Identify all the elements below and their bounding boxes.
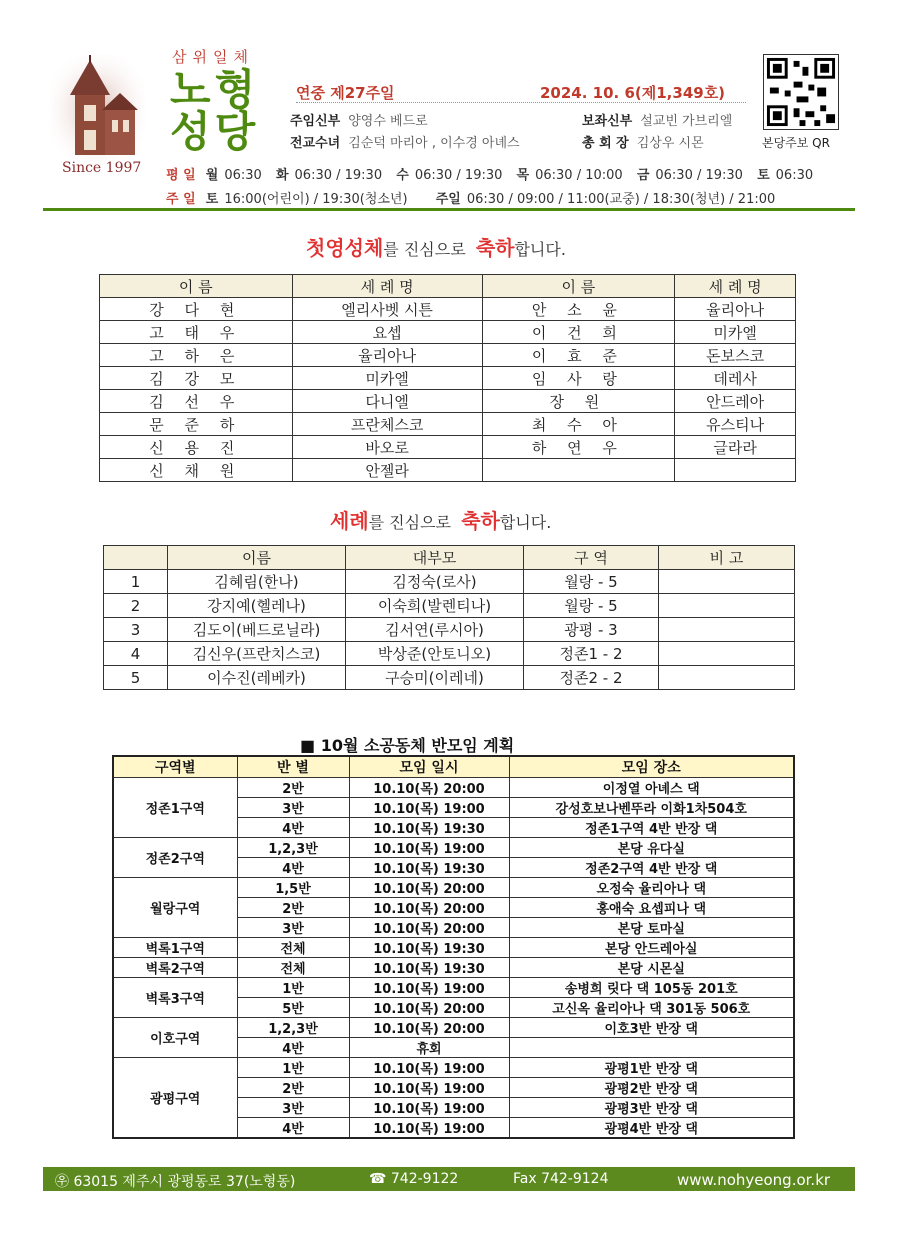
sat-time: 16:00(어린이) / 19:30(청소년) xyxy=(224,192,408,207)
zone-cell: 벽록3구역 xyxy=(113,978,237,1018)
footer-website-link[interactable]: www.nohyeong.or.kr xyxy=(677,1171,831,1189)
table-row xyxy=(104,570,795,594)
location-cell: 이정열 아녜스 댁 xyxy=(509,778,794,798)
datetime-cell: 10.10(목) 20:00 xyxy=(349,778,509,798)
column-header: 세 례 명 xyxy=(292,275,482,298)
group-cell: 1반 xyxy=(237,978,349,998)
datetime-cell: 10.10(목) 19:00 xyxy=(349,1058,509,1078)
column-header: 대부모 xyxy=(346,546,524,570)
group-cell: 3반 xyxy=(237,1098,349,1118)
table-row xyxy=(100,321,796,344)
baptismal-name-cell: 유스티나 xyxy=(675,413,796,436)
zone-cell: 정존2구역 xyxy=(113,838,237,878)
assistant-label: 보좌신부 xyxy=(582,114,633,129)
group-cell: 전체 xyxy=(237,958,349,978)
group-cell: 2반 xyxy=(237,898,349,918)
group-cell: 4반 xyxy=(237,818,349,838)
name-cell: 신 용 진 xyxy=(100,436,293,459)
table-row xyxy=(113,1018,794,1038)
table-row xyxy=(113,778,794,798)
baptismal-name-cell: 요셉 xyxy=(292,321,482,344)
column-header: 이 름 xyxy=(482,275,675,298)
name-cell: 이 건 희 xyxy=(482,321,675,344)
weekday-schedule xyxy=(166,164,813,183)
church-illustration xyxy=(50,55,145,165)
location-cell: 광평2반 반장 댁 xyxy=(509,1078,794,1098)
trinity-label: 삼위일체 xyxy=(172,48,254,66)
group-cell: 4반 xyxy=(237,1118,349,1139)
baptismal-name-cell: 안젤라 xyxy=(292,459,482,482)
bulletin-date: 2024. 10. 6(제1,349호) xyxy=(540,84,726,102)
name-cell: 장 원 xyxy=(482,390,675,413)
table-cell: 1 xyxy=(104,570,168,594)
table-row xyxy=(113,878,794,898)
group-cell: 1,2,3반 xyxy=(237,1018,349,1038)
baptismal-name-cell: 안드레아 xyxy=(675,390,796,413)
zone-cell: 벽록1구역 xyxy=(113,938,237,958)
column-header: 반 별 xyxy=(237,756,349,778)
group-cell: 1반 xyxy=(237,1058,349,1078)
baptismal-name-cell: 미카엘 xyxy=(675,321,796,344)
datetime-cell: 10.10(목) 19:30 xyxy=(349,958,509,978)
liturgical-week: 연중 제27주일 xyxy=(296,84,395,102)
location-cell: 본당 유다실 xyxy=(509,838,794,858)
datetime-cell: 10.10(목) 20:00 xyxy=(349,1018,509,1038)
table-cell: 구승미(이레네) xyxy=(346,666,524,690)
location-cell: 정존2구역 4반 반장 댁 xyxy=(509,858,794,878)
baptismal-name-cell: 다니엘 xyxy=(292,390,482,413)
sun-time: 06:30 / 09:00 / 11:00(교중) / 18:30(청년) / 21:00 xyxy=(466,192,776,207)
table-cell xyxy=(659,666,795,690)
location-cell: 광평1반 반장 댁 xyxy=(509,1058,794,1078)
datetime-cell: 휴회 xyxy=(349,1038,509,1058)
footer-bar xyxy=(43,1167,855,1191)
logo-line1: 노형 xyxy=(170,65,260,114)
datetime-cell: 10.10(목) 20:00 xyxy=(349,918,509,938)
table-cell: 광평 - 3 xyxy=(524,618,659,642)
baptismal-name-cell: 율리아나 xyxy=(675,298,796,321)
header-divider xyxy=(296,102,746,103)
sunday-label: 주 일 xyxy=(166,192,196,207)
zone-cell: 벽록2구역 xyxy=(113,958,237,978)
datetime-cell: 10.10(목) 20:00 xyxy=(349,878,509,898)
table-row xyxy=(100,344,796,367)
table-row xyxy=(113,838,794,858)
sunday-schedule xyxy=(166,188,775,207)
table-row xyxy=(104,618,795,642)
name-cell: 신 채 원 xyxy=(100,459,293,482)
weekday-thu: 목 06:30 / 10:00 xyxy=(516,168,623,183)
table-cell: 박상준(안토니오) xyxy=(346,642,524,666)
weekday-mon: 월 06:30 xyxy=(205,168,262,183)
footer-phone: ☎ 742-9122 xyxy=(369,1171,459,1187)
plan-title: ■ 10월 소공동체 반모임 계획 xyxy=(300,736,515,755)
assistant-row xyxy=(582,110,732,129)
nuns-label: 전교수녀 xyxy=(290,136,341,151)
location-cell: 본당 토마실 xyxy=(509,918,794,938)
location-cell: 강성호보나벤뚜라 이화1차504호 xyxy=(509,798,794,818)
zone-cell: 월랑구역 xyxy=(113,878,237,938)
column-header: 비 고 xyxy=(659,546,795,570)
table-cell: 4 xyxy=(104,642,168,666)
weekday-label: 평 일 xyxy=(166,168,196,183)
table-cell: 월랑 - 5 xyxy=(524,570,659,594)
datetime-cell: 10.10(목) 19:00 xyxy=(349,838,509,858)
chair-row xyxy=(582,132,704,151)
name-cell: 최 수 아 xyxy=(482,413,675,436)
datetime-cell: 10.10(목) 19:00 xyxy=(349,798,509,818)
table-row xyxy=(113,1058,794,1078)
table-cell: 월랑 - 5 xyxy=(524,594,659,618)
column-header: 구역별 xyxy=(113,756,237,778)
name-cell: 하 연 우 xyxy=(482,436,675,459)
datetime-cell: 10.10(목) 19:00 xyxy=(349,1118,509,1139)
table-cell xyxy=(659,618,795,642)
table-cell: 강지예(헬레나) xyxy=(168,594,346,618)
name-cell: 강 다 현 xyxy=(100,298,293,321)
communion-heading: 첫영성체를 진심으로 축하합니다. xyxy=(306,236,566,260)
table-cell: 2 xyxy=(104,594,168,618)
table-row xyxy=(100,436,796,459)
weekday-wed: 수 06:30 / 19:30 xyxy=(396,168,503,183)
table-cell: 정존2 - 2 xyxy=(524,666,659,690)
table-row xyxy=(104,594,795,618)
group-cell: 3반 xyxy=(237,798,349,818)
baptism-heading: 세례를 진심으로 축하합니다. xyxy=(330,509,552,533)
datetime-cell: 10.10(목) 20:00 xyxy=(349,998,509,1018)
table-cell xyxy=(659,594,795,618)
column-header xyxy=(104,546,168,570)
sat-day: 토 xyxy=(205,192,219,207)
location-cell: 광평4반 반장 댁 xyxy=(509,1118,794,1139)
location-cell: 송병희 릿다 댁 105동 201호 xyxy=(509,978,794,998)
location-cell: 이호3반 반장 댁 xyxy=(509,1018,794,1038)
group-cell: 1,5반 xyxy=(237,878,349,898)
nuns-row xyxy=(290,132,520,151)
name-cell: 안 소 윤 xyxy=(482,298,675,321)
column-header: 구 역 xyxy=(524,546,659,570)
column-header: 세 례 명 xyxy=(675,275,796,298)
datetime-cell: 10.10(목) 19:30 xyxy=(349,818,509,838)
group-cell: 2반 xyxy=(237,778,349,798)
datetime-cell: 10.10(목) 19:00 xyxy=(349,1098,509,1118)
table-row xyxy=(113,938,794,958)
pastor-name: 양영수 베드로 xyxy=(348,114,428,129)
name-cell: 김 강 모 xyxy=(100,367,293,390)
zone-cell: 이호구역 xyxy=(113,1018,237,1058)
since-label: Since 1997 xyxy=(62,160,142,176)
name-cell: 김 선 우 xyxy=(100,390,293,413)
meeting-plan-table xyxy=(112,755,795,1139)
qr-code-icon[interactable] xyxy=(763,54,839,130)
pastor-label: 주임신부 xyxy=(290,114,341,129)
zone-cell: 정존1구역 xyxy=(113,778,237,838)
column-header: 이름 xyxy=(168,546,346,570)
table-cell: 3 xyxy=(104,618,168,642)
baptismal-name-cell xyxy=(675,459,796,482)
group-cell: 전체 xyxy=(237,938,349,958)
group-cell: 2반 xyxy=(237,1078,349,1098)
location-cell: 본당 안드레아실 xyxy=(509,938,794,958)
column-header: 모임 장소 xyxy=(509,756,794,778)
baptismal-name-cell: 돈보스코 xyxy=(675,344,796,367)
baptismal-name-cell: 바오로 xyxy=(292,436,482,459)
weekday-sat: 토 06:30 xyxy=(757,168,814,183)
chair-label: 총 회 장 xyxy=(582,136,629,151)
name-cell: 고 태 우 xyxy=(100,321,293,344)
datetime-cell: 10.10(목) 19:30 xyxy=(349,858,509,878)
baptismal-name-cell: 데레사 xyxy=(675,367,796,390)
baptismal-name-cell: 엘리사벳 시튼 xyxy=(292,298,482,321)
table-cell xyxy=(659,642,795,666)
table-cell: 정존1 - 2 xyxy=(524,642,659,666)
baptismal-name-cell: 율리아나 xyxy=(292,344,482,367)
location-cell xyxy=(509,1038,794,1058)
header-rule xyxy=(43,208,855,211)
table-cell: 5 xyxy=(104,666,168,690)
baptismal-name-cell: 글라라 xyxy=(675,436,796,459)
table-row xyxy=(100,459,796,482)
baptism-table xyxy=(103,545,795,690)
location-cell: 본당 시몬실 xyxy=(509,958,794,978)
datetime-cell: 10.10(목) 19:00 xyxy=(349,978,509,998)
footer-fax: Fax 742-9124 xyxy=(513,1171,609,1187)
name-cell: 임 사 랑 xyxy=(482,367,675,390)
location-cell: 홍애숙 요셉피나 댁 xyxy=(509,898,794,918)
table-row xyxy=(113,978,794,998)
weekday-fri: 금 06:30 / 19:30 xyxy=(636,168,743,183)
table-cell xyxy=(659,570,795,594)
column-header: 모임 일시 xyxy=(349,756,509,778)
location-cell: 정존1구역 4반 반장 댁 xyxy=(509,818,794,838)
location-cell: 광평3반 반장 댁 xyxy=(509,1098,794,1118)
table-cell: 김신우(프란치스코) xyxy=(168,642,346,666)
baptismal-name-cell: 미카엘 xyxy=(292,367,482,390)
baptismal-name-cell: 프란체스코 xyxy=(292,413,482,436)
table-cell: 이숙희(발렌티나) xyxy=(346,594,524,618)
table-cell: 이수진(레베카) xyxy=(168,666,346,690)
group-cell: 3반 xyxy=(237,918,349,938)
table-row xyxy=(113,958,794,978)
qr-label: 본당주보 QR xyxy=(762,136,830,150)
location-cell: 고신옥 율리아나 댁 301동 506호 xyxy=(509,998,794,1018)
name-cell: 고 하 은 xyxy=(100,344,293,367)
table-row xyxy=(100,298,796,321)
column-header: 이 름 xyxy=(100,275,293,298)
name-cell: 이 효 준 xyxy=(482,344,675,367)
pastor-row xyxy=(290,110,428,129)
group-cell: 5반 xyxy=(237,998,349,1018)
group-cell: 4반 xyxy=(237,858,349,878)
communion-table xyxy=(99,274,796,482)
table-row xyxy=(104,666,795,690)
table-row xyxy=(104,642,795,666)
footer-address: ㉾ 63015 제주시 광평동로 37(노형동) xyxy=(55,1174,296,1190)
table-row xyxy=(100,413,796,436)
table-row xyxy=(100,367,796,390)
name-cell: 문 준 하 xyxy=(100,413,293,436)
weekday-tue: 화 06:30 / 19:30 xyxy=(275,168,383,183)
table-cell: 김서연(루시아) xyxy=(346,618,524,642)
logo-line2: 성당 xyxy=(170,107,260,156)
sun-day: 주일 xyxy=(435,192,461,207)
name-cell xyxy=(482,459,675,482)
table-cell: 김혜림(한나) xyxy=(168,570,346,594)
group-cell: 4반 xyxy=(237,1038,349,1058)
table-row xyxy=(100,390,796,413)
table-cell: 김정숙(로사) xyxy=(346,570,524,594)
chair-name: 김상우 시몬 xyxy=(636,136,704,151)
datetime-cell: 10.10(목) 19:30 xyxy=(349,938,509,958)
datetime-cell: 10.10(목) 20:00 xyxy=(349,898,509,918)
nuns-names: 김순덕 마리아 , 이수경 아녜스 xyxy=(348,136,520,151)
datetime-cell: 10.10(목) 19:00 xyxy=(349,1078,509,1098)
group-cell: 1,2,3반 xyxy=(237,838,349,858)
table-cell: 김도이(베드로닐라) xyxy=(168,618,346,642)
assistant-name: 설교빈 가브리엘 xyxy=(640,114,733,129)
location-cell: 오정숙 율리아나 댁 xyxy=(509,878,794,898)
zone-cell: 광평구역 xyxy=(113,1058,237,1139)
